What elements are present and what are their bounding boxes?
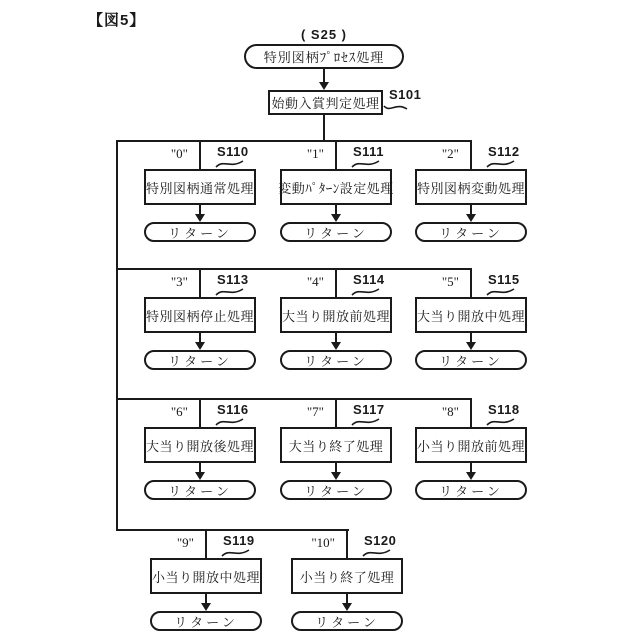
flow-line [470, 268, 472, 297]
branch-rail-line [116, 140, 118, 531]
process-box: 小当り開放中処理 [150, 558, 262, 594]
case-label: "1" [306, 146, 324, 161]
return-terminal: リターン [415, 480, 527, 500]
case-label: "2" [441, 146, 459, 161]
arrowhead-icon [466, 472, 476, 480]
flow-line [470, 398, 472, 427]
flow-line [199, 398, 201, 427]
arrowhead-icon [195, 472, 205, 480]
step-label: S116 [217, 402, 249, 417]
step-connector-squiggle-icon [383, 101, 409, 114]
process-box: 小当り終了処理 [291, 558, 403, 594]
arrowhead-icon [342, 603, 352, 611]
return-terminal: リターン [144, 222, 256, 242]
flow-line [335, 398, 337, 427]
arrowhead-icon [331, 342, 341, 350]
return-terminal: リターン [280, 222, 392, 242]
arrowhead-icon [466, 214, 476, 222]
start-terminal: 特別図柄ﾌﾟﾛｾｽ処理 [244, 44, 404, 69]
case-label: "3" [170, 274, 188, 289]
flow-line [335, 140, 337, 169]
arrowhead-icon [201, 603, 211, 611]
case-label: "0" [170, 146, 188, 161]
return-terminal: リターン [144, 480, 256, 500]
step-label: S119 [223, 533, 255, 548]
case-label: "9" [176, 535, 194, 550]
process-box: 変動ﾊﾟﾀｰﾝ設定処理 [280, 169, 392, 205]
flow-line [323, 115, 325, 141]
case-label: "10" [311, 535, 335, 550]
return-terminal: リターン [144, 350, 256, 370]
branch-row-line [116, 398, 472, 400]
judge-process-box: 始動入賞判定処理 [268, 90, 383, 115]
flow-line [346, 529, 348, 558]
process-box: 特別図柄変動処理 [415, 169, 527, 205]
branch-row-line [116, 529, 349, 531]
return-terminal: リターン [415, 222, 527, 242]
process-box: 大当り終了処理 [280, 427, 392, 463]
arrowhead-icon [331, 214, 341, 222]
step-label: S110 [217, 144, 249, 159]
step-label: S118 [488, 402, 520, 417]
flow-line [470, 140, 472, 169]
flow-line [205, 529, 207, 558]
process-box: 小当り開放前処理 [415, 427, 527, 463]
figure-label: 【図5】 [88, 12, 146, 29]
case-label: "6" [170, 404, 188, 419]
step-label: S120 [364, 533, 397, 548]
flow-line [199, 268, 201, 297]
return-terminal: リターン [280, 350, 392, 370]
case-label: "4" [306, 274, 324, 289]
case-label: "7" [306, 404, 324, 419]
process-box: 特別図柄停止処理 [144, 297, 256, 333]
case-label: "8" [441, 404, 459, 419]
step-label: S111 [353, 144, 384, 159]
step-label: S114 [353, 272, 385, 287]
arrowhead-icon [195, 214, 205, 222]
process-box: 特別図柄通常処理 [144, 169, 256, 205]
judge-step-label: S101 [389, 87, 422, 102]
case-label: "5" [441, 274, 459, 289]
return-terminal: リターン [280, 480, 392, 500]
flow-line [335, 268, 337, 297]
step-label: S112 [488, 144, 520, 159]
return-terminal: リターン [415, 350, 527, 370]
branch-row-line [116, 268, 472, 270]
flow-line [199, 140, 201, 169]
process-box: 大当り開放前処理 [280, 297, 392, 333]
arrowhead-icon [319, 82, 329, 90]
arrowhead-icon [195, 342, 205, 350]
return-terminal: リターン [291, 611, 403, 631]
start-step-ref: ( S25 ) [300, 27, 347, 42]
step-label: S117 [353, 402, 385, 417]
arrowhead-icon [466, 342, 476, 350]
process-box: 大当り開放中処理 [415, 297, 527, 333]
process-box: 大当り開放後処理 [144, 427, 256, 463]
flow-line [323, 69, 325, 83]
step-label: S113 [217, 272, 249, 287]
branch-row-line [116, 140, 472, 142]
arrowhead-icon [331, 472, 341, 480]
return-terminal: リターン [150, 611, 262, 631]
step-label: S115 [488, 272, 520, 287]
